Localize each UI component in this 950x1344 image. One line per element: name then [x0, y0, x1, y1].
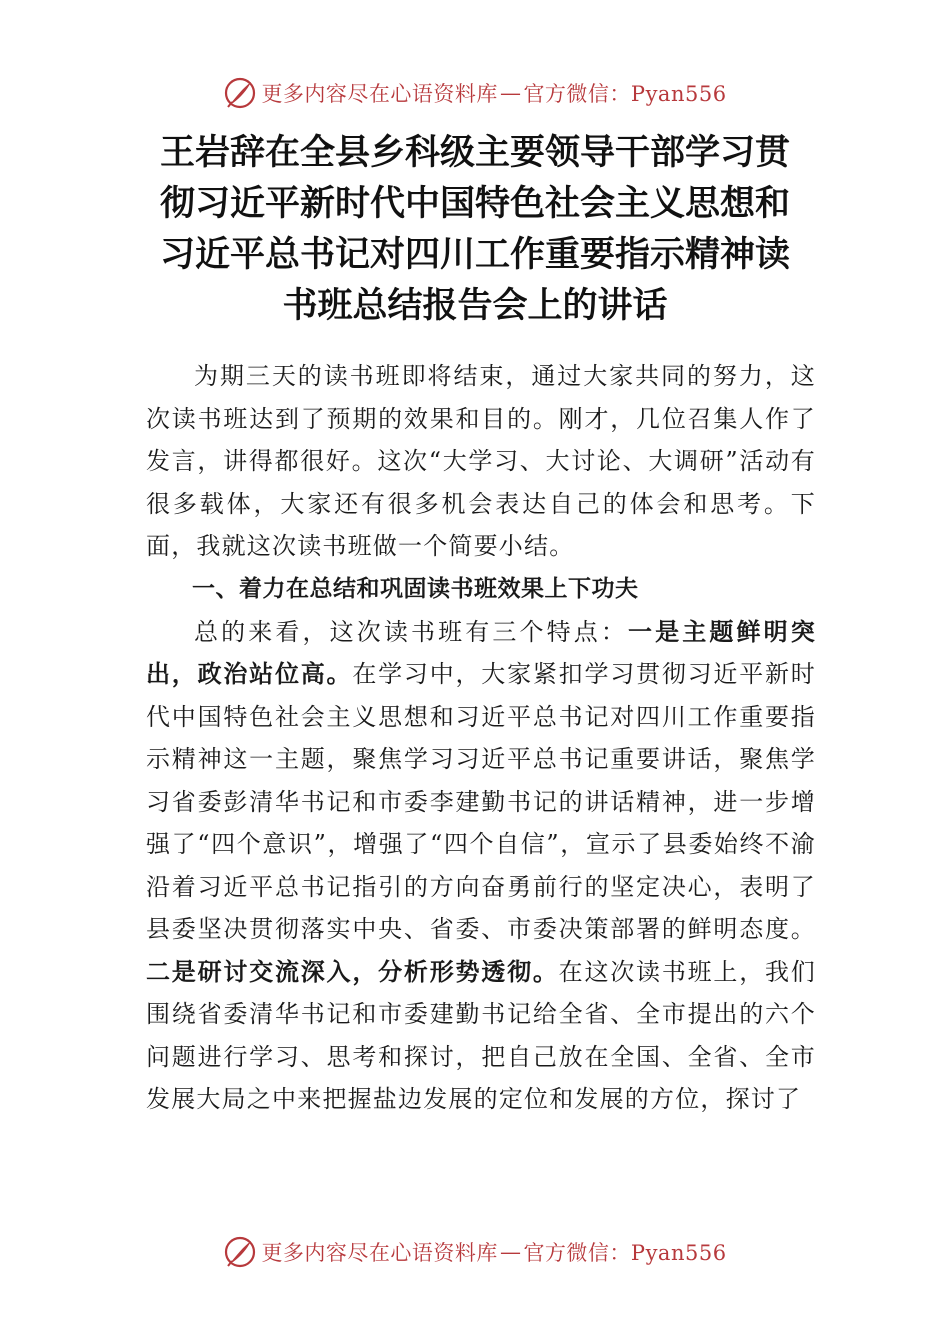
document-body [146, 355, 816, 1121]
document-title: 王岩辞在全县乡科级主要领导干部学习贯彻习近平新时代中国特色社会主义思想和习近平总书记对四川工作重要指示精神读书班总结报告会上的讲话 [159, 133, 790, 326]
watermark-text: 更多内容尽在心语资料库 [261, 1241, 498, 1265]
section-heading: 一、着力在总结和巩固读书班效果上下功夫 [192, 575, 639, 602]
quill-logo-icon [223, 76, 257, 110]
watermark-suffix: 官方微信：Pyan556 [523, 1241, 727, 1265]
paragraph-lead: 总的来看，这次读书班有三个特点： [194, 617, 629, 646]
watermark-footer [0, 1232, 950, 1272]
bold-point-two: 二是研讨交流深入，分析形势透彻。 [146, 957, 559, 986]
bold-point-one: 一是主题鲜明突出，政治站位高。 [146, 617, 816, 688]
watermark-text: 更多内容尽在心语资料库 [261, 82, 498, 106]
quill-logo-icon [223, 1235, 257, 1269]
point-one-text: 在学习中，大家紧扣学习贯彻习近平新时代中国特色社会主义思想和习近平总书记对四川工作重要指示精神这一主题，聚焦学习习近平总书记重要讲话，聚焦学习省委彭清华书记和市委李建勤书记的讲话精神，进一步增强了“四个意识”，增强了“四个自信”，宣示了县委始终不渝沿着习近平总书记指引的方向奋勇前行的坚定决心，表明了县委坚决贯彻落实中央、省委、市委决策部署的鲜明态度。 [146, 660, 816, 943]
watermark-suffix: 官方微信：Pyan556 [523, 82, 727, 106]
watermark-separator: — [499, 81, 522, 105]
body-paragraph [146, 611, 816, 1121]
watermark-header [0, 73, 950, 113]
watermark-separator: — [499, 1240, 522, 1264]
intro-paragraph: 为期三天的读书班即将结束，通过大家共同的努力，这次读书班达到了预期的效果和目的。刚才，几位召集人作了发言，讲得都很好。这次“大学习、大讨论、大调研”活动有很多载体，大家还有很多机会表达自己的体会和思考。下面，我就这次读书班做一个简要小结。 [146, 362, 816, 560]
point-two-text: 在这次读书班上，我们围绕省委清华书记和市委建勤书记给全省、全市提出的六个问题进行学习、思考和探讨，把自己放在全国、全省、全市发展大局之中来把握盐边发展的定位和发展的方位，探讨了 [146, 957, 816, 1113]
